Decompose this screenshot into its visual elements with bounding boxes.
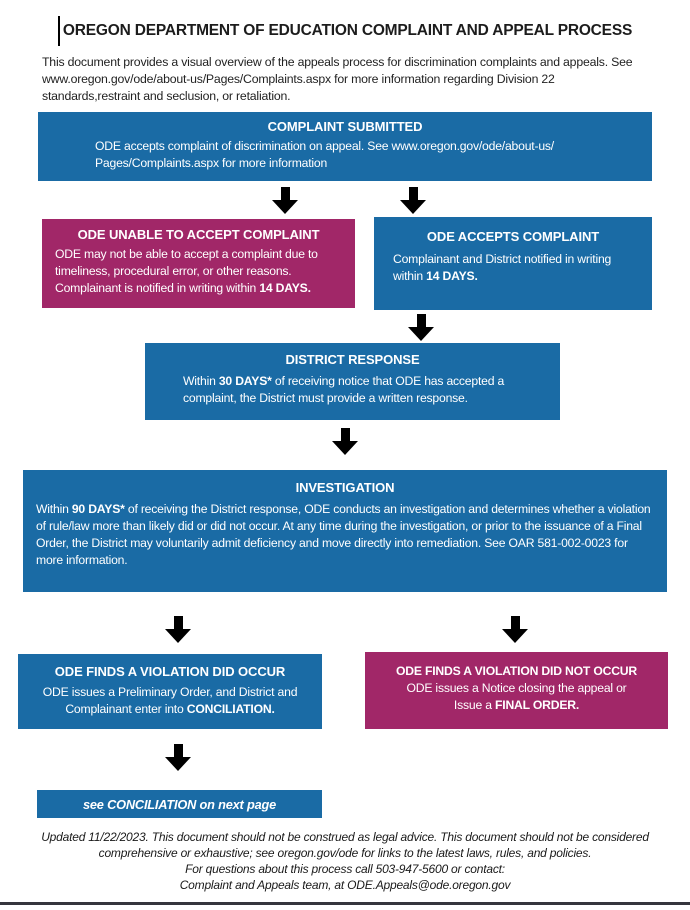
box-body-text: Complainant and District notified in writing within xyxy=(393,252,612,283)
box-body-text: of receiving the District response, ODE conducts an investigation and determines whether a violation of rule/law more than likely did or did not occur. At any time during the investigation, or prior to the issuance of a Final Order, the District may voluntarily admit deficiency and move directly into remediation. See OAR 581-002-0023 for more information. xyxy=(36,502,651,567)
box-body-bold: ODE FINDS A VIOLATION DID NOT OCCUR xyxy=(395,664,638,678)
box-body-bold: 14 DAYS. xyxy=(259,281,311,295)
arrow-shaft xyxy=(174,616,183,629)
box-title: ODE FINDS A VIOLATION DID OCCUR xyxy=(54,664,286,679)
box-title: ODE ACCEPTS COMPLAINT xyxy=(426,229,600,244)
box-violation-did-not-occur xyxy=(365,652,668,729)
box-body xyxy=(38,138,652,172)
box-body-text: Within xyxy=(36,502,72,516)
box-title: DISTRICT RESPONSE xyxy=(285,352,420,367)
arrow-shaft xyxy=(409,187,418,200)
box-unable-to-accept xyxy=(42,219,355,308)
box-body-line: ODE accepts complaint of discrimination on appeal. See www.oregon.gov/ode/about-us/ xyxy=(95,139,554,153)
box-body xyxy=(374,251,652,285)
arrow-head xyxy=(400,200,426,214)
box-body-text: of receiving notice that ODE has accepted a complaint, the District must provide a written response. xyxy=(183,374,505,405)
text-cursor xyxy=(58,16,60,46)
box-body-bold: FINAL ORDER. xyxy=(495,698,580,712)
intro-paragraph: This document provides a visual overview of the appeals process for discrimination complaints and appeals. See www.oregon.gov/ode/about-us/Pages/Complaints.aspx for more information regarding Division 22 standards,restraint and seclusion, or retaliation. xyxy=(42,55,633,103)
arrow-head xyxy=(332,441,358,455)
box-body-bold: 90 DAYS* xyxy=(71,502,125,516)
arrow-shaft xyxy=(174,744,183,757)
box-violation-did-occur xyxy=(18,654,322,729)
box-title: COMPLAINT SUBMITTED xyxy=(267,119,423,134)
page-title-row xyxy=(0,16,690,46)
footer-note xyxy=(30,829,660,893)
box-title: INVESTIGATION xyxy=(295,480,395,495)
down-arrow-icon xyxy=(165,616,191,643)
box-body-line: Pages/Complaints.aspx for more information xyxy=(95,156,328,170)
box-title: ODE UNABLE TO ACCEPT COMPLAINT xyxy=(77,227,320,242)
box-district-response xyxy=(145,343,560,420)
footer-line: Updated 11/22/2023. This document should not be construed as legal advice. This document should not be considered comprehensive or exhaustive; see oregon.gov/ode for links to the latest laws, rules, and policies. xyxy=(41,830,649,860)
box-accepts-complaint xyxy=(374,217,652,310)
page-title: OREGON DEPARTMENT OF EDUCATION COMPLAINT AND APPEAL PROCESS xyxy=(62,22,633,39)
box-body-text: ODE issues a Preliminary Order, and District and Complainant enter into xyxy=(42,685,298,716)
down-arrow-icon xyxy=(400,187,426,214)
box-body-bold: 30 DAYS* xyxy=(218,374,272,388)
box-body xyxy=(18,684,322,718)
box-body-text: Within xyxy=(183,374,219,388)
box-body-text: ODE issues a Notice closing the appeal or Issue a xyxy=(406,681,627,712)
down-arrow-icon xyxy=(332,428,358,455)
arrow-shaft xyxy=(417,314,426,327)
footer-line: For questions about this process call 503-947-5600 or contact: xyxy=(185,862,505,876)
box-body-bold: 14 DAYS. xyxy=(426,269,478,283)
arrow-head xyxy=(408,327,434,341)
arrow-shaft xyxy=(511,616,520,629)
box-body xyxy=(42,246,355,297)
down-arrow-icon xyxy=(165,744,191,771)
box-body xyxy=(23,501,667,569)
box-investigation xyxy=(23,470,667,592)
footer-line: Complaint and Appeals team, at ODE.Appeals@ode.oregon.gov xyxy=(179,878,511,892)
box-complaint-submitted xyxy=(38,112,652,181)
down-arrow-icon xyxy=(502,616,528,643)
box-body xyxy=(145,373,560,407)
arrow-shaft xyxy=(281,187,290,200)
arrow-shaft xyxy=(341,428,350,441)
conciliation-note-text: see CONCILIATION on next page xyxy=(82,796,277,812)
arrow-head xyxy=(165,757,191,771)
down-arrow-icon xyxy=(272,187,298,214)
arrow-head xyxy=(272,200,298,214)
arrow-head xyxy=(165,629,191,643)
arrow-head xyxy=(502,629,528,643)
down-arrow-icon xyxy=(408,314,434,341)
box-body xyxy=(365,663,668,714)
box-conciliation-note xyxy=(37,790,322,818)
box-body-text: ODE may not be able to accept a complaint due to timeliness, procedural error, or other reasons. Complainant is notified in writing within xyxy=(55,247,318,295)
page-bottom-border xyxy=(0,902,690,905)
box-body-bold: CONCILIATION. xyxy=(186,702,275,716)
